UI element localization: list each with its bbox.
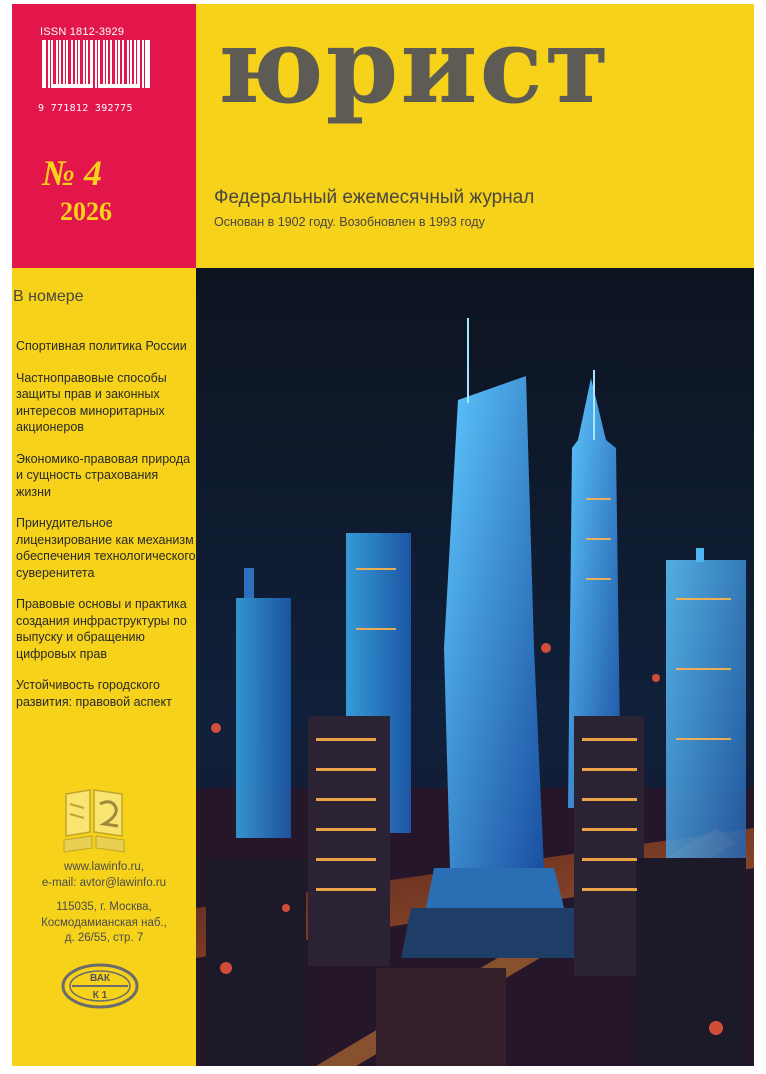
- publisher-logo-icon: [60, 786, 132, 856]
- address-line: д. 26/55, стр. 7: [64, 932, 144, 944]
- contents-list: [16, 338, 196, 725]
- magazine-subtitle: Федеральный ежемесячный журнал: [214, 187, 535, 208]
- address-line: 115035, г. Москва,: [56, 901, 152, 913]
- issue-block: [12, 4, 196, 268]
- contents-item: Экономико-правовая природа и сущность страхования жизни: [16, 451, 191, 499]
- barcode-icon: [42, 40, 150, 88]
- contents-item: Спортивная политика России: [16, 339, 187, 353]
- website-link[interactable]: www.lawinfo.ru,: [64, 861, 144, 873]
- contents-item: Принудительное лицензирование как механизм обеспечения технологического суверенитета: [16, 516, 196, 580]
- contents-item: Устойчивость городского развития: правовой аспект: [16, 678, 172, 709]
- contents-heading: В номере: [13, 288, 84, 305]
- vak-badge-icon: [60, 962, 140, 1010]
- contents-item: Правовые основы и практика создания инфраструктуры по выпуску и обращению цифровых прав: [16, 597, 187, 661]
- address-line: Космодамианская наб.,: [41, 916, 167, 929]
- email-link[interactable]: e-mail: avtor@lawinfo.ru: [41, 876, 167, 889]
- badge-bottom-label: К 1: [92, 990, 108, 1001]
- issue-number: № 4: [42, 153, 102, 193]
- contents-column: [12, 268, 196, 1066]
- magazine-cover: [12, 4, 754, 1066]
- barcode: [38, 26, 156, 114]
- contact-block: [12, 860, 196, 891]
- issn-label: ISSN 1812-3929: [40, 26, 125, 38]
- barcode-number: 9 771812 392775: [38, 103, 133, 114]
- contents-item: Частноправовые способы защиты прав и законных интересов миноритарных акционеров: [16, 370, 167, 434]
- badge-top-label: ВАК: [89, 973, 111, 984]
- address-block: [12, 900, 196, 947]
- founded-note: Основан в 1902 году. Возобновлен в 1993 году: [214, 215, 485, 229]
- cover-illustration: [196, 268, 754, 1066]
- magazine-title: юрист: [217, 4, 612, 127]
- issue-year: 2026: [60, 197, 112, 226]
